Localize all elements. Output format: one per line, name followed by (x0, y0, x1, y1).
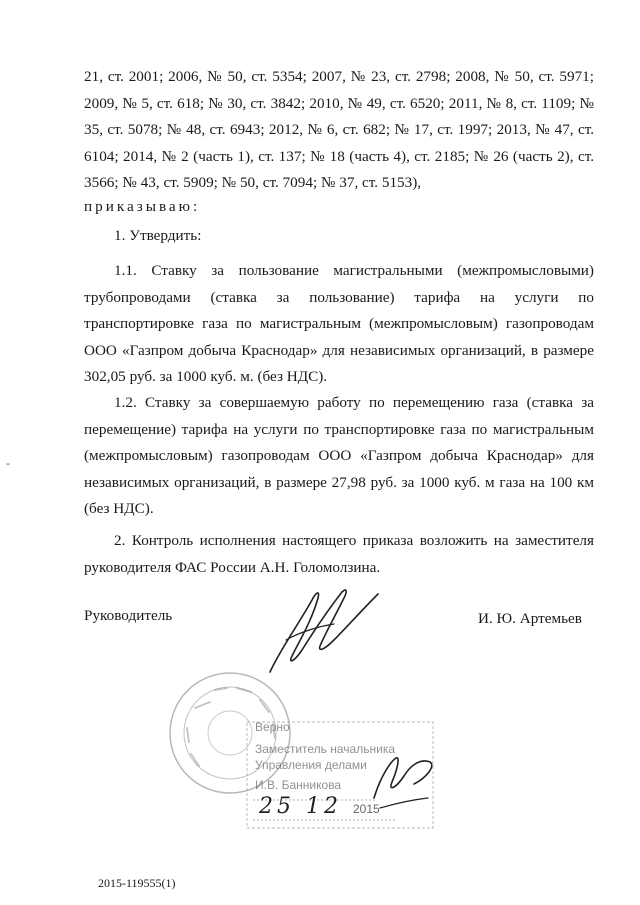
stamp-line-verified: Верно (255, 720, 290, 734)
item-2-paragraph: 2. Контроль исполнения настоящего приказа возложить на заместителя руководителя ФАС России А.Н. Голомолзина. (84, 532, 594, 576)
stamp-line-department: Управления делами (255, 758, 367, 772)
references-paragraph: 21, ст. 2001; 2006, № 50, ст. 5354; 2007, № 23, ст. 2798; 2008, № 50, ст. 5971; 2009, № 5, ст. 618; № 30, ст. 3842; 2010, № 49, ст. 6520; 2011, № 8, ст. 1109; № 35, ст. 5078; № 48, ст. 6943; 2012, № 6, ст. 682; № 17, ст. 1997; 2013, № 47, ст. 6104; 2014, № 2 (часть 1), ст. 137; № 18 (часть 4), ст. 2185; № 26 (часть 2), ст. 3566; № 43, ст. 5909; № 50, ст. 7094; № 37, ст. 5153), (84, 68, 594, 191)
stamp-line-position: Заместитель начальника (255, 742, 396, 756)
document-code: 2015-119555(1) (98, 876, 176, 890)
stamp-line-name: И.В. Банникова (255, 778, 342, 792)
signer-title: Руководитель (84, 607, 173, 624)
approve-heading: 1. Утвердить: (114, 227, 202, 244)
margin-mark: - (6, 456, 10, 470)
order-word: приказываю: (84, 198, 201, 215)
stamp-year: 2015 (353, 802, 380, 816)
stamp-handwritten-date: 25 12 (259, 794, 342, 819)
item-1-2-paragraph: 1.2. Ставку за совершаемую работу по перемещению газа (ставка за перемещение) тарифа на услуги по транспортировке газа по магистральным (межпромысловым) газопроводам ООО «Газпром добыча Краснодар» для независимых организаций, в размере 27,98 руб. за 1000 куб. м газа на 100 км (без НДС). (84, 394, 594, 517)
item-1-1-paragraph: 1.1. Ставку за пользование магистральными (межпромысловыми) трубопроводами (ставка за пользование) тарифа на услуги по транспортировке газа по магистральным (межпромысловым) газопроводам ООО «Газпром добыча Краснодар» для независимых организаций, в размере 302,05 руб. за 1000 куб. м. (без НДС). (84, 262, 594, 385)
approval-initials-icon (370, 748, 440, 818)
signer-name: И. Ю. Артемьев (478, 610, 582, 627)
handwritten-signature-icon (250, 580, 400, 680)
